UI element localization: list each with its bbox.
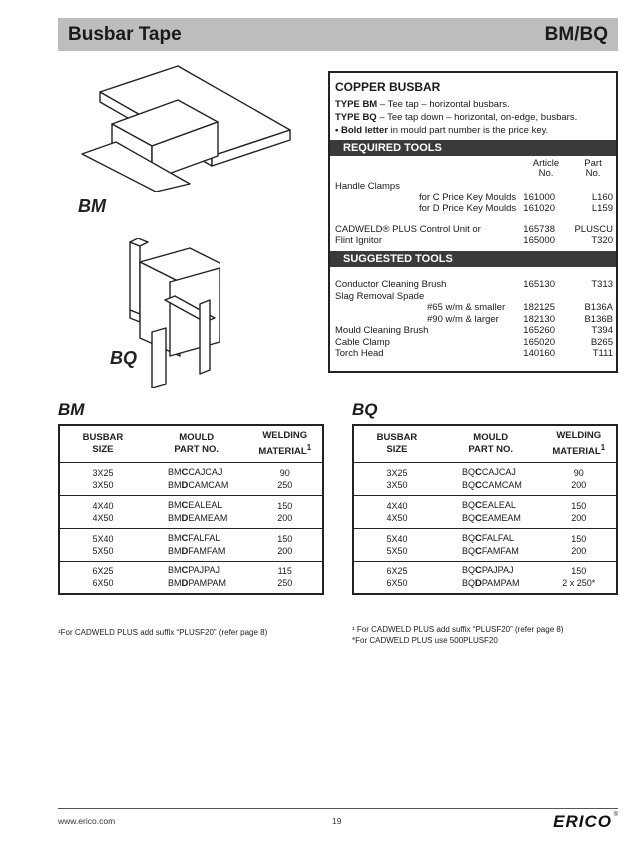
- bm-figure-label: BM: [78, 196, 106, 216]
- tool-name: Mould Cleaning Brush: [335, 325, 429, 336]
- tool-article: 165738: [523, 224, 555, 235]
- tool-desc: #90 w/m & larger: [427, 313, 499, 325]
- table-row: [59, 495, 323, 528]
- busbar-size-cell: 6X25 6X50: [92, 566, 114, 589]
- page-number: 19: [332, 816, 342, 826]
- tool-article: 140160: [523, 348, 555, 359]
- header-bar: [58, 18, 618, 51]
- footnote-line: *For CADWELD PLUS use 500PLUSF20: [352, 636, 498, 645]
- article-column-header: Article No.: [532, 158, 560, 179]
- required-tool-row: [335, 235, 613, 247]
- table-row: [353, 528, 617, 561]
- tool-name: CADWELD® PLUS Control Unit or: [335, 224, 481, 235]
- welding-material-cell: 150 200: [247, 528, 323, 561]
- footer-rule: [58, 808, 618, 809]
- tool-article: 165000: [523, 235, 555, 246]
- welding-material-cell: 90 200: [541, 462, 617, 495]
- mould-part-header: MOULD PART NO.: [440, 425, 542, 462]
- bq-footnotes: [352, 624, 563, 646]
- tool-desc: for D Price Key Moulds: [419, 203, 517, 214]
- tool-article: 165130: [523, 279, 555, 290]
- tool-part: T313: [591, 279, 613, 290]
- mould-part-cell: BQCFALFAL BQCFAMFAM: [440, 528, 542, 561]
- tool-part: B265: [590, 336, 613, 348]
- welding-material-cell: 90 250: [247, 462, 323, 495]
- suggested-tool-row: [335, 325, 613, 337]
- footer-url[interactable]: www.erico.com: [58, 816, 116, 826]
- suggested-tool-row: [335, 291, 613, 303]
- suggested-tool-row: [335, 314, 613, 326]
- mould-part-header: MOULD PART NO.: [146, 425, 248, 462]
- bm-illustration: [70, 62, 300, 192]
- info-title: COPPER BUSBAR: [335, 80, 441, 94]
- tool-part: L160: [591, 192, 613, 203]
- tool-article: 182125: [523, 302, 555, 313]
- suggested-tool-row: [335, 337, 613, 349]
- page-title: Busbar Tape: [68, 24, 182, 45]
- busbar-size-cell: 5X40 5X50: [353, 528, 440, 561]
- busbar-size-cell: 3X25 3X50: [353, 462, 440, 495]
- type-bm-line: TYPE BM – Tee tap – horizontal busbars.: [335, 99, 510, 110]
- tool-desc: #65 w/m & smaller: [427, 302, 506, 313]
- footnote-line: ¹For CADWELD PLUS add suffix “PLUSF20” (refer page 8): [58, 628, 268, 637]
- bq-section-label: BQ: [352, 400, 378, 419]
- part-column-header: Part No.: [584, 158, 602, 179]
- table-row: [353, 495, 617, 528]
- bq-table: [352, 424, 618, 595]
- suggested-tool-row: [335, 348, 613, 360]
- tool-name: Cable Clamp: [335, 336, 390, 348]
- tool-desc: for C Price Key Moulds: [419, 192, 517, 203]
- busbar-size-cell: 6X25 6X50: [386, 566, 408, 589]
- handle-clamps-row: Handle Clamps: [335, 181, 400, 192]
- logo-registered-mark: ®: [613, 812, 618, 818]
- type-bq-line: TYPE BQ – Tee tap down – horizontal, on-edge, busbars.: [335, 112, 578, 123]
- mould-part-cell: BMCPAJPAJ BMDPAMPAM: [167, 565, 226, 590]
- tool-part: T320: [591, 235, 613, 246]
- tool-part: B136B: [584, 313, 613, 325]
- welding-material-cell: 150 200: [247, 495, 323, 528]
- mould-part-cell: BQCPAJPAJ BQDPAMPAM: [461, 565, 520, 590]
- suggested-tool-row: [335, 302, 613, 314]
- bq-illustration: [70, 238, 220, 388]
- welding-material-cell: 115 250: [277, 566, 293, 589]
- bold-letter-note: • Bold letter in mould part number is the price key.: [335, 125, 549, 136]
- tool-article: 182130: [523, 313, 555, 325]
- busbar-size-cell: 3X25 3X50: [59, 462, 146, 495]
- tool-article: 161020: [523, 203, 555, 214]
- product-code: BM/BQ: [544, 24, 608, 45]
- tool-article: 165020: [523, 336, 555, 348]
- tool-name: Slag Removal Spade: [335, 290, 425, 302]
- welding-material-header: WELDING MATERIAL$^1$: [247, 425, 323, 462]
- busbar-size-header: BUSBAR SIZE: [353, 425, 440, 462]
- erico-logo: [521, 812, 618, 832]
- tool-part: T111: [592, 348, 613, 359]
- busbar-size-header: BUSBAR SIZE: [59, 425, 146, 462]
- mould-part-cell: BQCCAJCAJ BQCCAMCAM: [440, 462, 542, 495]
- tool-name: Torch Head: [335, 348, 384, 359]
- bm-section-label: BM: [58, 400, 85, 419]
- table-row: [59, 561, 323, 594]
- bm-footnotes: [58, 627, 267, 638]
- busbar-size-cell: 4X40 4X50: [59, 495, 146, 528]
- bq-figure-label: BQ: [110, 348, 137, 368]
- mould-part-cell: BMCFALFAL BMDFAMFAM: [146, 528, 248, 561]
- tool-name: Conductor Cleaning Brush: [335, 279, 447, 290]
- logo-text: ERICO: [553, 812, 612, 831]
- welding-material-header: WELDING MATERIAL$^1$: [541, 425, 617, 462]
- tool-part: L159: [591, 203, 613, 214]
- bm-table: [58, 424, 324, 595]
- tool-article: 165260: [523, 325, 555, 336]
- required-tool-row: [335, 203, 613, 215]
- table-row: [353, 561, 617, 594]
- required-tools-header: REQUIRED TOOLS: [330, 140, 616, 156]
- tool-article: 161000: [523, 192, 555, 203]
- mould-part-cell: BQCEALEAL BQCEAMEAM: [440, 495, 542, 528]
- tool-part: T394: [591, 325, 613, 336]
- welding-material-cell: 150 200: [541, 495, 617, 528]
- suggested-tools-header: SUGGESTED TOOLS: [330, 251, 616, 267]
- tool-part: PLUSCU: [574, 224, 613, 235]
- copper-busbar-info-box: [328, 71, 618, 373]
- welding-material-cell: 150 200: [541, 528, 617, 561]
- footnote-line: ¹ For CADWELD PLUS add suffix “PLUSF20” (refer page 8): [352, 625, 564, 634]
- suggested-tool-row: [335, 279, 613, 291]
- mould-part-cell: BMCCAJCAJ BMDCAMCAM: [146, 462, 248, 495]
- busbar-size-cell: 4X40 4X50: [353, 495, 440, 528]
- table-row: [59, 528, 323, 561]
- tool-name: Flint Ignitor: [335, 235, 382, 246]
- mould-part-cell: BMCEALEAL BMDEAMEAM: [146, 495, 248, 528]
- table-row: [59, 462, 323, 495]
- busbar-size-cell: 5X40 5X50: [59, 528, 146, 561]
- tool-part: B136A: [584, 302, 613, 313]
- table-row: [353, 462, 617, 495]
- welding-material-cell: 150 2 x 250*: [562, 566, 596, 589]
